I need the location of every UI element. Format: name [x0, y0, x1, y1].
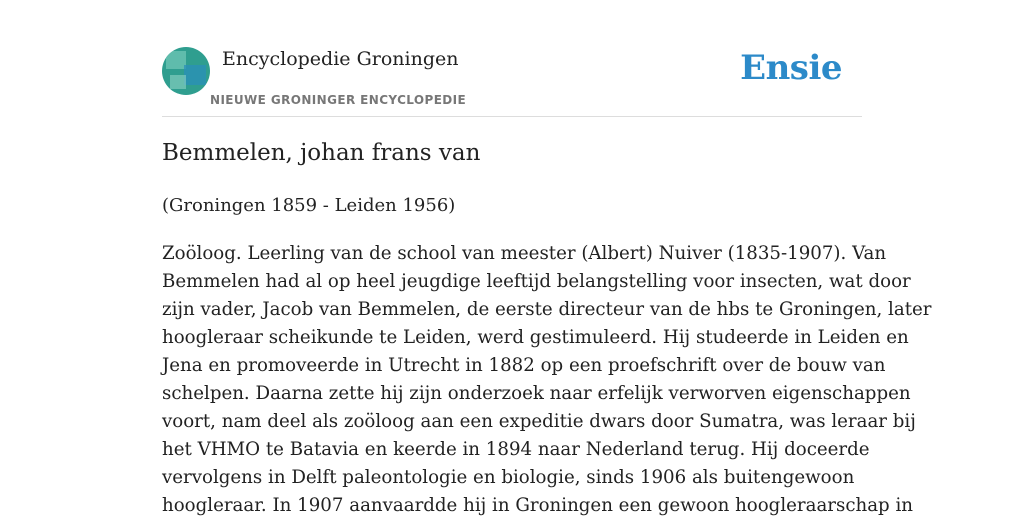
site-subtitle: NIEUWE GRONINGER ENCYCLOPEDIE [210, 93, 467, 107]
article-body [162, 240, 932, 520]
article-lifespan: (Groningen 1859 - Leiden 1956) [162, 195, 456, 216]
body-line: voort, nam deel als zoöloog aan een expeditie dwars door Sumatra, was leraar bij [162, 411, 916, 432]
body-line: Bemmelen had al op heel jeugdige leeftijd belangstelling voor insecten, wat door [162, 271, 911, 292]
body-line: Jena en promoveerde in Utrecht in 1882 op een proefschrift over de bouw van [162, 355, 886, 376]
body-line: Zoöloog. Leerling van de school van meester (Albert) Nuiver (1835-1907). Van [162, 243, 887, 264]
site-logo-icon[interactable] [162, 47, 210, 95]
body-line: zijn vader, Jacob van Bemmelen, de eerste directeur van de hbs te Groningen, later [162, 299, 932, 320]
body-line: hoogleraar scheikunde te Leiden, werd gestimuleerd. Hij studeerde in Leiden en [162, 327, 909, 348]
body-line: hoogleraar. In 1907 aanvaardde hij in Groningen een gewoon hoogleraarschap in [162, 495, 914, 516]
brand-logo[interactable]: Ensie [740, 48, 842, 88]
body-line: het VHMO te Batavia en keerde in 1894 naar Nederland terug. Hij doceerde [162, 439, 870, 460]
body-line: schelpen. Daarna zette hij zijn onderzoek naar erfelijk verworven eigenschappen [162, 383, 911, 404]
page-title: Bemmelen, johan frans van [162, 140, 481, 166]
site-header [162, 40, 862, 117]
site-title[interactable]: Encyclopedie Groningen [222, 48, 459, 70]
body-line: vervolgens in Delft paleontologie en biologie, sinds 1906 als buitengewoon [162, 467, 855, 488]
